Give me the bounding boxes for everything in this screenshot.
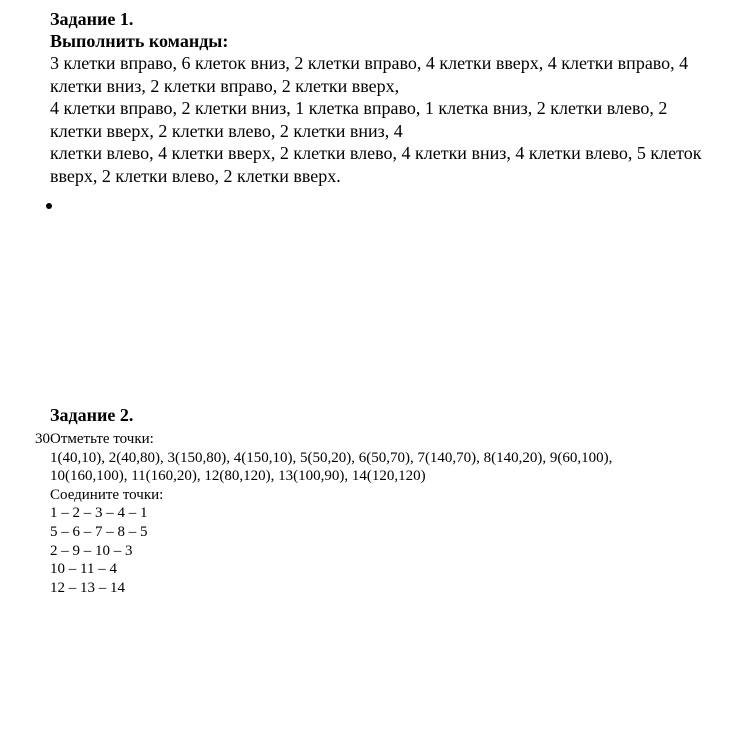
- task2-title: Задание 2.: [50, 405, 134, 425]
- task2-block: [50, 430, 690, 597]
- points-line-1: 1(40,10), 2(40,80), 3(150,80), 4(150,10), 5(50,20), 6(50,70), 7(140,70), 8(140,20), 9(60,100),: [50, 449, 613, 466]
- task1-line-2: 4 клетки вправо, 2 клетки вниз, 1 клетка вправо, 1 клетка вниз, 2 клетки влево, 2 клетки вверх, 2 клетки влево, 2 клетки вниз, 4: [50, 98, 668, 141]
- points-line-2: 10(160,100), 11(160,20), 12(80,120), 13(100,90), 14(120,120): [50, 468, 426, 485]
- connection-4: 10 – 11 – 4: [50, 561, 117, 578]
- task1-line-1: 3 клетки вправо, 6 клеток вниз, 2 клетки вправо, 4 клетки вверх, 4 клетки вправо, 4 клетки вниз, 2 клетки вправо, 2 клетки вверх,: [50, 53, 689, 96]
- task1-title: Задание 1.: [50, 9, 134, 29]
- starting-point-dot: [46, 203, 52, 209]
- task1-block: [50, 8, 710, 187]
- connection-2: 5 – 6 – 7 – 8 – 5: [50, 523, 148, 540]
- task1-line-3: клетки влево, 4 клетки вверх, 2 клетки влево, 4 клетки вниз, 4 клетки влево, 5 клеток вверх, 2 клетки влево, 2 клетки вверх.: [50, 143, 702, 186]
- connection-5: 12 – 13 – 14: [50, 579, 125, 596]
- side-number: 30: [35, 431, 50, 447]
- task1-subtitle: Выполнить команды:: [50, 31, 229, 51]
- connect-points-label: Соедините точки:: [50, 486, 164, 503]
- connection-3: 2 – 9 – 10 – 3: [50, 542, 133, 559]
- mark-points-label: Отметьте точки:: [50, 431, 154, 447]
- connection-1: 1 – 2 – 3 – 4 – 1: [50, 505, 148, 522]
